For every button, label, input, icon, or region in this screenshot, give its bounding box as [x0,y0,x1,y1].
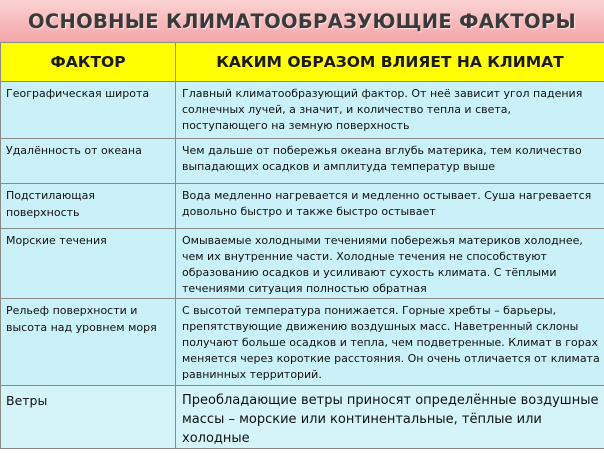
climate-factors-table [0,42,604,449]
factor-cell: Географическая широта [1,82,176,139]
table-row [1,82,604,139]
factor-cell: Морские течения [1,229,176,299]
factor-cell: Рельеф поверхности и высота над уровнем моря [1,299,176,386]
influence-cell: С высотой температура понижается. Горные хребты – барьеры, препятствующие движению воздушных масс. Наветренный склоны получают больше осадков и тепла, чем подветренные. Климат в горах меняется через короткие расстояния. Он очень отличается от климата равнинных территорий. [176,299,604,386]
influence-cell: Чем дальше от побережья океана вглубь материка, тем количество выпадающих осадков и амплитуда температур выше [176,139,604,184]
table-row [1,139,604,184]
factor-cell: Подстилающая поверхность [1,184,176,229]
influence-cell: Преобладающие ветры приносят определённые воздушные массы – морские или континентальные, тёплые или холодные [176,386,604,449]
table-row [1,299,604,386]
table-header-row [1,43,604,82]
title-banner [0,0,604,42]
table-row [1,184,604,229]
table-row [1,229,604,299]
influence-cell: Вода медленно нагревается и медленно остывает. Суша нагревается довольно быстро и также быстро остывает [176,184,604,229]
table-row [1,386,604,449]
column-header-factor: ФАКТОР [1,43,176,82]
factor-cell: Удалённость от океана [1,139,176,184]
factor-cell: Ветры [1,386,176,449]
page-title: ОСНОВНЫЕ КЛИМАТООБРАЗУЮЩИЕ ФАКТОРЫ [28,9,576,33]
column-header-influence: КАКИМ ОБРАЗОМ ВЛИЯЕТ НА КЛИМАТ [176,43,604,82]
influence-cell: Главный климатообразующий фактор. От неё зависит угол падения солнечных лучей, а значит, и количество тепла и света, поступающего на земную поверхность [176,82,604,139]
influence-cell: Омываемые холодными течениями побережья материков холоднее, чем их внутренние части. Холодные течения не способствуют образованию осадков и усиливают сухость климата. С тёплыми течениями ситуация полностью обратная [176,229,604,299]
